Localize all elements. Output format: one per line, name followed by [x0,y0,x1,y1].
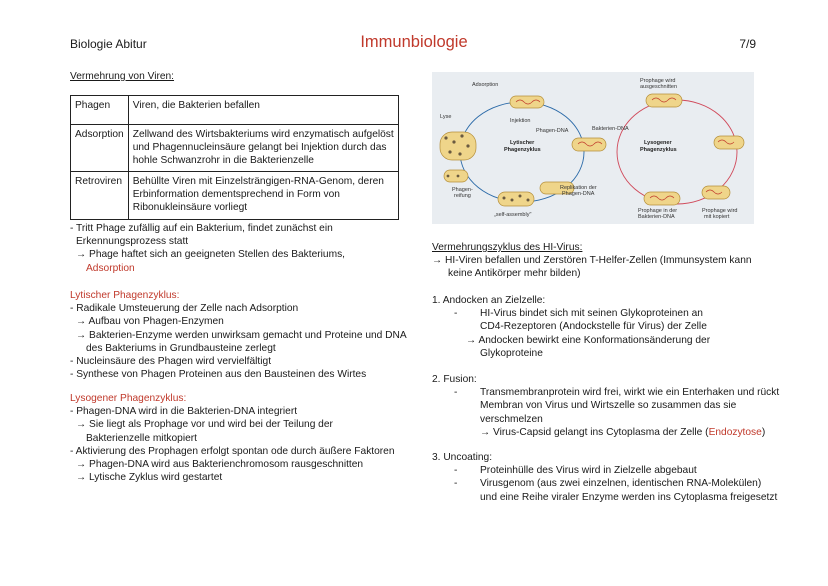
label-lysogenic-1: Lysogener [644,140,672,146]
definition-cell: Zellwand des Wirtsbakteriums wird enzymatisch aufgelöst und Phagennucleinsäure gelangt bei Injektion durch das hohle Schwanzrohr in die Bakterienzelle [128,125,398,172]
label-replication-2: Phagen-DNA [562,191,595,197]
bacterium-cell [510,96,544,108]
table-row [71,125,399,172]
phage-particle [466,144,469,147]
bacterium-cell [440,132,476,160]
phage-particle [519,195,522,198]
page-number: 7/9 [739,37,756,51]
label-prophage-cut-2: ausgeschnitten [640,84,677,90]
phage-cycle-diagram [432,72,754,224]
phage-particle [460,134,463,137]
section-heading-virus-replication: Vermehrung von Viren: [70,71,175,82]
label-lysogenic-2: Phagenzyklus [640,147,677,153]
hiv-step-3: 3. Uncoating: - Proteinhülle des Virus wird in Zielzelle abgebaut - Virusgenom (aus zwei einzelnen, identischen RNA-Molekülen) und eine Reihe viraler Enzyme werden ins Cytoplasma freigesetzt [432,452,778,503]
table-row [71,96,399,125]
term-cell: Retroviren [71,172,129,219]
lytic-heading: Lytischer Phagenzyklus: [70,290,180,301]
hiv-step-2: 2. Fusion: - Transmembranprotein wird frei, wirkt wie ein Enterhaken und rückt Membran von Virus und Wirtszelle so zusammen das sie verschmelzen → Virus-Capsid gelangt ins Cytoplasma der Zelle (Endozytose) [432,374,780,438]
definition-table [70,95,399,220]
phage-cycle-svg [432,72,754,224]
label-bakterien-dna: Bakterien-DNA [592,126,629,132]
label-phagen-dna: Phagen-DNA [536,128,569,134]
bacterium-cell [702,186,730,199]
bacterium-cell [572,138,606,151]
label-injektion: Injektion [510,118,531,124]
label-replication-1: Replikation der [560,185,597,191]
phage-particle [503,197,506,200]
phage-particle [458,152,461,155]
endozytose-term: Endozytose [708,426,762,438]
label-prophage-copy-1: Prophage wird [702,208,738,214]
bacterium-cell [714,136,744,149]
phage-particle [448,150,451,153]
label-prophage-in-2: Bakterien-DNA [638,214,675,220]
label-lytic-1: Lytischer [510,140,535,146]
label-lyse: Lyse [440,114,452,120]
subject-label: Biologie Abitur [70,37,147,51]
phage-particle [444,136,447,139]
label-prophage-in-1: Prophage in der [638,208,678,214]
label-self-assembly: „self-assembly" [494,212,532,218]
hiv-step-1: 1. Andocken an Zielzelle: - HI-Virus bindet sich mit seinen Glykoproteinen an CD4-Rezeptoren (Andockstelle für Virus) der Zelle → Andocken bewirkt eine Konformationsänderung der Glykoproteine [432,295,711,359]
definition-cell: Viren, die Bakterien befallen [128,96,398,125]
phage-particle [452,140,455,143]
lysogenic-heading: Lysogener Phagenzyklus: [70,393,187,404]
label-prophage-copy-2: mit kopiert [704,214,730,220]
phage-particle [527,199,530,202]
intro-text: - Tritt Phage zufällig auf ein Bakterium, findet zunächst ein Erkennungsprozess statt → Phage haftet sich an geeigneten Stellen des Bakteriums, Adsorption [70,223,346,274]
label-phagenreifung-2: reifung [454,193,471,199]
phage-particle [511,199,514,202]
lytic-cycle-section: Lytischer Phagenzyklus: - Radikale Umsteuerung der Zelle nach Adsorption → Aufbau von Phagen-Enzymen → Bakterien-Enzyme werden unwirksam gemacht und Proteine und DNA des Bakteriums in Grundbausteine zerlegt - Nucleinsäure des Phagen wird vervielfältigt - Synthese von Phagen Proteinen aus den Bausteinen des Wirtes [70,289,420,381]
lysogenic-cycle-section: Lysogener Phagenzyklus: - Phagen-DNA wird in die Bakterien-DNA integriert → Sie liegt als Prophage vor und wird bei der Teilung der Bakterienzelle mitkopiert - Aktivierung des Prophagen erfolgt spontan ode durch äußere Faktoren → Phagen-DNA wird aus Bakterienchromosom rausgeschnitten → Lytische Zyklus wird gestartet [70,392,420,484]
table-row [71,172,399,219]
hiv-heading: Vermehrungszyklus des HI-Virus: [432,242,583,253]
label-adsorption: Adsorption [472,82,499,88]
term-cell: Adsorption [71,125,129,172]
phage-particle [457,175,460,178]
hiv-section: Vermehrungszyklus des HI-Virus: → HI-Viren befallen und Zerstören T-Helfer-Zellen (Immunsystem kann keine Antikörper mehr bilden) [432,241,792,281]
phage-particle [447,175,450,178]
label-lytic-2: Phagenzyklus [504,147,541,153]
definition-cell: Behüllte Viren mit Einzelsträngigen-RNA-Genom, deren Erbinformation dementsprechend in Form von Ribonukleinsäure vorliegt [128,172,398,219]
bacterium-cell [646,94,682,107]
term-cell: Phagen [71,96,129,125]
bacterium-cell [644,192,680,205]
page-title: Immunbiologie [360,33,468,51]
label-phagenreifung-1: Phagen- [452,187,473,193]
label-prophage-cut-1: Prophage wird [640,78,676,84]
